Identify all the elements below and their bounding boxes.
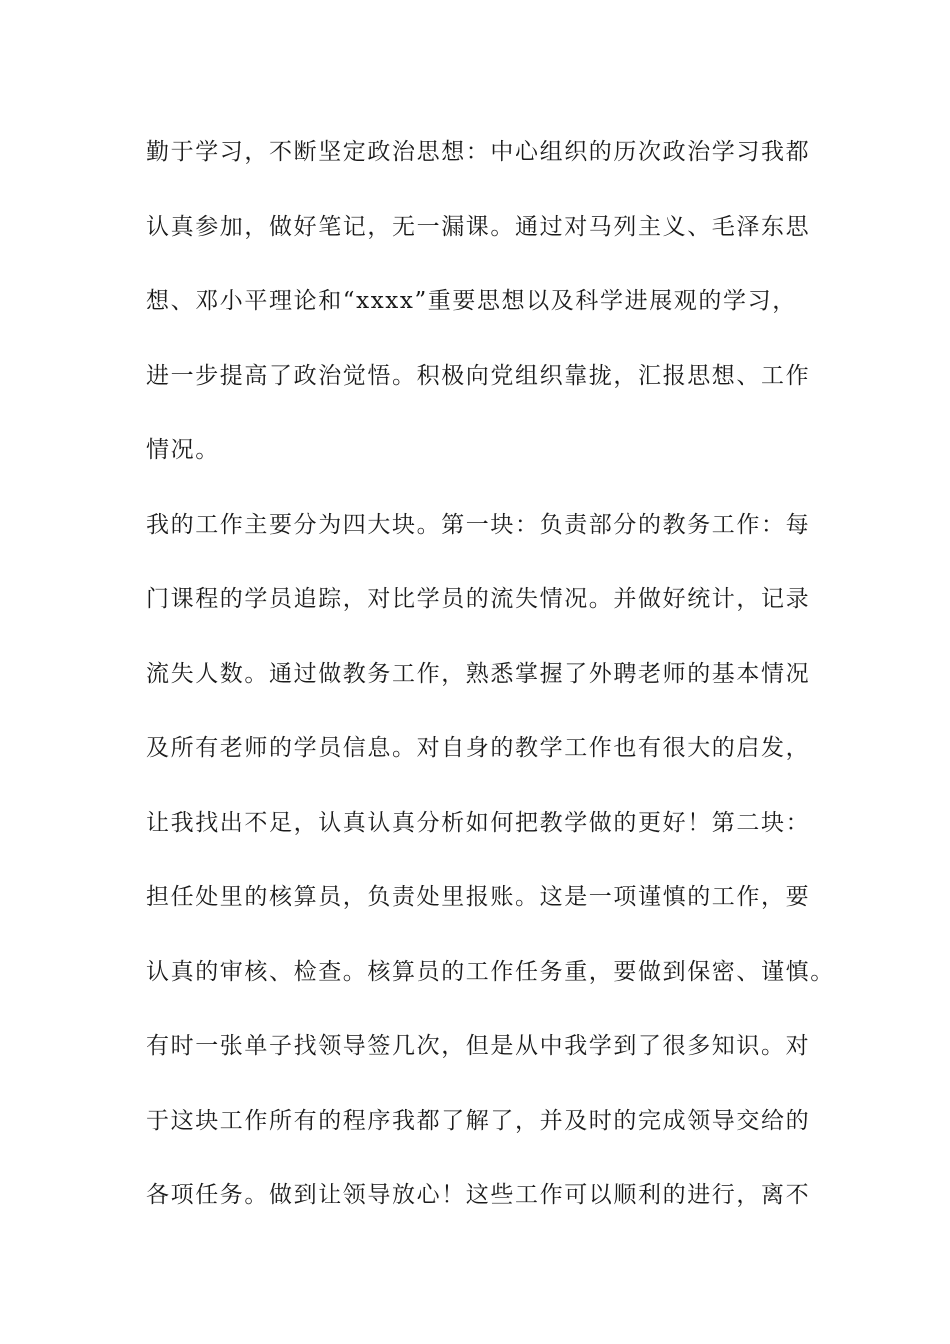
text-line-4: 进一步提高了政治觉悟。积极向党组织靠拢，汇报思想、工作 [146,362,811,389]
text-line-1: 勤于学习，不断坚定政治思想：中心组织的历次政治学习我都 [146,139,811,165]
text-line-3: 想、邓小平理论和“xxxx”重要思想以及科学进展观的学习， [146,288,797,314]
text-line-5: 情况。 [146,437,220,463]
text-line-15: 各项任务。做到让领导放心！这些工作可以顺利的进行，离不 [146,1182,811,1208]
body-text [146,128,846,1246]
text-line-12: 认真的审核、检查。核算员的工作任务重，要做到保密、谨慎。 [146,958,835,985]
text-line-11: 担任处里的核算员，负责处里报账。这是一项谨慎的工作，要 [146,884,811,910]
text-line-6: 我的工作主要分为四大块。第一块：负责部分的教务工作：每 [146,511,811,538]
text-line-2: 认真参加，做好笔记，无一漏课。通过对马列主义、毛泽东思 [146,213,811,240]
text-line-9: 及所有老师的学员信息。对自身的教学工作也有很大的启发， [146,735,811,761]
text-line-13: 有时一张单子找领导签几次，但是从中我学到了很多知识。对 [146,1033,811,1059]
text-line-14: 于这块工作所有的程序我都了解了，并及时的完成领导交给的 [146,1107,811,1134]
text-line-7: 门课程的学员追踪，对比学员的流失情况。并做好统计，记录 [146,586,811,612]
text-line-8: 流失人数。通过做教务工作，熟悉掌握了外聘老师的基本情况 [146,660,811,687]
text-line-10: 让我找出不足，认真认真分析如何把教学做的更好！第二块： [146,809,811,836]
